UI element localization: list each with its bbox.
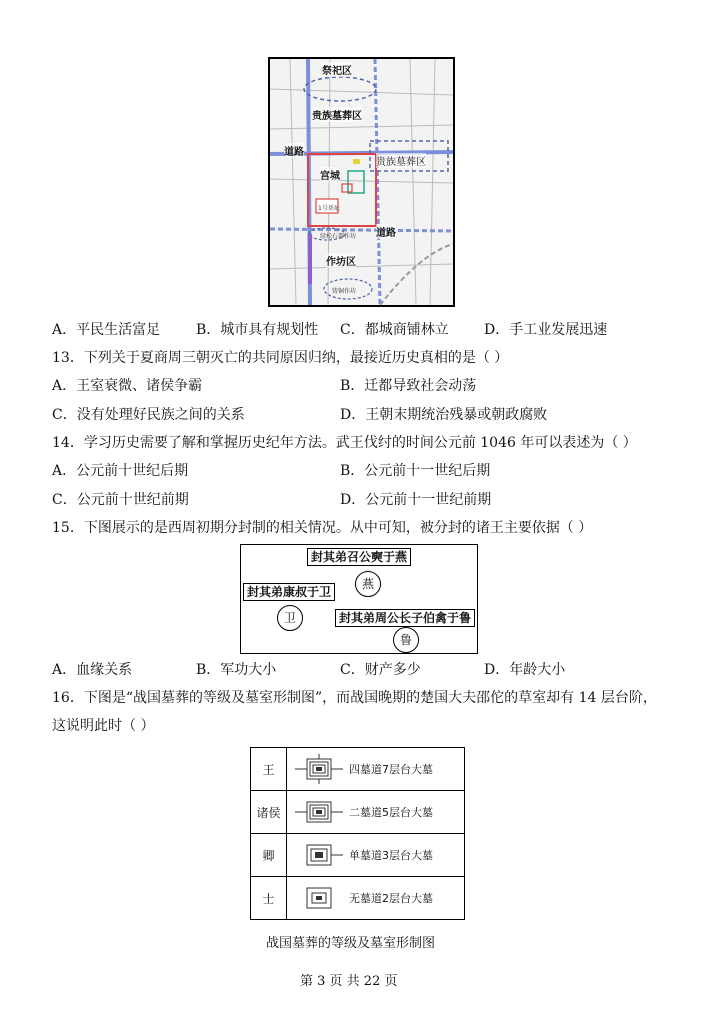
q13-option-a[interactable]: A．王室衰微、诸侯争霸 (52, 378, 203, 394)
map-label-noble-tomb-top: 贵族墓葬区 (312, 107, 362, 122)
tomb-shape-cell (287, 791, 465, 834)
tomb-shape-cell (287, 748, 465, 791)
figure-circle-lu: 鲁 (393, 627, 419, 653)
map-label-bronze-workshop: 铸铜作坊 (332, 288, 357, 295)
q12-option-d[interactable]: D．手工业发展迅速 (484, 322, 608, 338)
site-map-figure (268, 57, 455, 307)
tomb-description: 单墓道3层台大墓 (349, 849, 433, 862)
q12-option-a[interactable]: A．平民生活富足 (52, 322, 161, 338)
q15-option-d[interactable]: D．年龄大小 (484, 662, 566, 678)
q15-option-b[interactable]: B．军功大小 (196, 662, 277, 678)
tomb-row-minister (251, 834, 465, 877)
q12-option-b[interactable]: B．城市具有规划性 (196, 322, 319, 338)
map-label-road-left: 道路 (284, 143, 304, 158)
tomb-rank-label: 诸侯 (251, 791, 287, 834)
feudal-system-figure (240, 544, 478, 654)
q12-option-c[interactable]: C．都城商铺林立 (340, 322, 449, 338)
tomb-shape-cell (287, 877, 465, 920)
map-label-sacrifice: 祭祀区 (322, 62, 352, 77)
q14-option-d[interactable]: D．公元前十一世纪前期 (340, 492, 492, 508)
tomb-description: 四墓道7层台大墓 (349, 763, 433, 776)
page-number-footer: 第 3 页 共 22 页 (300, 974, 398, 989)
map-label-palace: 宫城 (320, 167, 340, 182)
tomb-rank-label: 王 (251, 748, 287, 791)
tomb-shape-cell (287, 834, 465, 877)
q14-option-c[interactable]: C．公元前十世纪前期 (52, 492, 189, 508)
figure-box-wei: 封其弟康叔于卫 (243, 583, 335, 601)
q14-option-a[interactable]: A．公元前十世纪后期 (52, 463, 189, 479)
tomb-plan-no-ramp-icon (295, 883, 343, 913)
map-label-workshop: 作坊区 (326, 253, 356, 268)
tomb-rank-label: 士 (251, 877, 287, 920)
tomb-plan-2-ramp-icon (295, 797, 343, 827)
tomb-description: 二墓道5层台大墓 (349, 806, 433, 819)
tomb-row-scholar (251, 877, 465, 920)
map-label-turquoise-workshop: 绿松石器作坊 (320, 233, 357, 240)
q15-option-c[interactable]: C．财产多少 (340, 662, 421, 678)
tomb-description: 无墓道2层台大墓 (349, 892, 433, 905)
q13-option-b[interactable]: B．迁都导致社会动荡 (340, 378, 477, 394)
q13-option-c[interactable]: C．没有处理好民族之间的关系 (52, 407, 245, 423)
tomb-rank-table (250, 747, 465, 920)
tomb-row-king (251, 748, 465, 791)
tomb-row-feudal-lord (251, 791, 465, 834)
q13-option-d[interactable]: D．王朝末期统治残暴或朝政腐败 (340, 407, 548, 423)
q15-option-a[interactable]: A．血缘关系 (52, 662, 133, 678)
tomb-plan-4-ramp-icon (295, 754, 343, 784)
figure-box-lu: 封其弟周公长子伯禽于鲁 (335, 609, 475, 627)
tomb-rank-label: 卿 (251, 834, 287, 877)
figure-box-yan: 封其弟召公奭于燕 (307, 548, 411, 566)
q13-stem: 13．下列关于夏商周三朝灭亡的共同原因归纳，最接近历史真相的是（ ） (52, 350, 509, 366)
tomb-plan-1-ramp-icon (295, 840, 343, 870)
tomb-figure-caption: 战国墓葬的等级及墓室形制图 (266, 936, 436, 951)
map-label-site-1: 1号基址 (318, 205, 340, 212)
q15-stem: 15．下图展示的是西周初期分封制的相关情况。从中可知，被分封的诸王主要依据（ ） (52, 520, 593, 536)
figure-circle-wei: 卫 (277, 605, 303, 631)
figure-circle-yan: 燕 (355, 571, 381, 597)
q16-stem-line-1: 16．下图是“战国墓葬的等级及墓室形制图”，而战国晚期的楚国大夫邵佗的草室却有 14 层台阶， (52, 690, 657, 706)
q14-option-b[interactable]: B．公元前十一世纪后期 (340, 463, 491, 479)
site-map-drawing (270, 59, 453, 305)
map-label-noble-tomb-right: 贵族墓葬区 (376, 153, 426, 168)
q16-stem-line-2: 这说明此时（ ） (52, 718, 155, 734)
q14-stem: 14．学习历史需要了解和掌握历史纪年方法。武王伐纣的时间公元前 1046 年可以表述为（ ） (52, 435, 637, 451)
map-label-road-bottom: 道路 (376, 224, 396, 239)
